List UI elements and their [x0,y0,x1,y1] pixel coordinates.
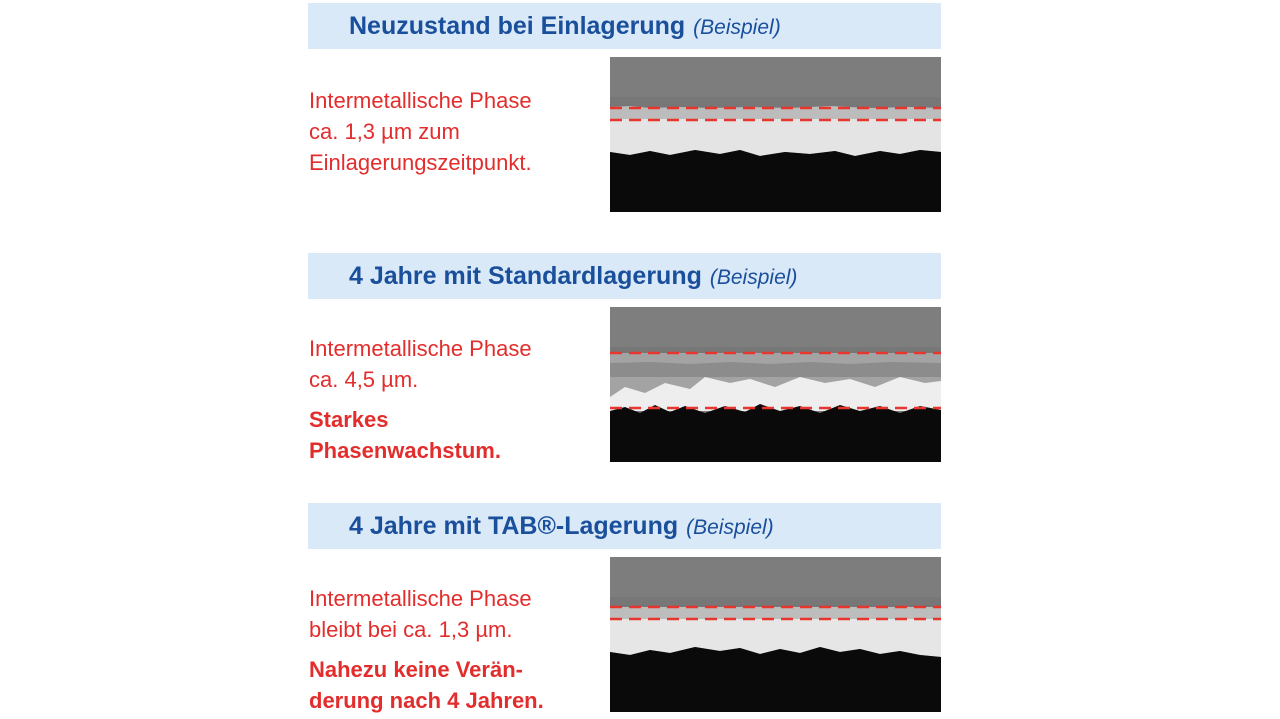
panel-title: 4 Jahre mit TAB®-Lagerung [349,512,679,540]
micrograph-new-state [610,57,941,212]
caption-line: Intermetallische Phase [309,88,532,113]
caption-emphasis-line: Phasenwachstum. [309,438,501,463]
micrograph-top-highlight [610,57,941,97]
caption-line: Intermetallische Phase [309,586,532,611]
caption-emphasis-line: Nahezu keine Verän- [309,657,523,682]
caption-line: ca. 1,3 µm zum [309,119,460,144]
panel-caption [309,333,604,466]
micrograph-base-layer [610,647,941,712]
micrograph-standard-storage [610,307,941,462]
caption-line: Einlagerungszeitpunkt. [309,150,532,175]
panel-title-bar [308,503,941,549]
caption-emphasis-line: derung nach 4 Jahren. [309,688,544,713]
panel-title: Neuzustand bei Einlagerung [349,12,686,40]
panel-title-suffix: (Beispiel) [709,266,798,289]
panel-title: 4 Jahre mit Standardlagerung [349,262,702,290]
caption-line: Intermetallische Phase [309,336,532,361]
caption-line: bleibt bei ca. 1,3 µm. [309,617,513,642]
micrograph-tab-storage [610,557,941,712]
panel-tab-storage [0,480,1280,719]
panel-caption [309,583,604,716]
micrograph-top-highlight [610,307,941,347]
caption-emphasis-line: Starkes [309,407,389,432]
micrograph-base-layer [610,150,941,212]
caption-line: ca. 4,5 µm. [309,367,419,392]
micrograph-intermetallic-dark [610,362,941,377]
micrograph-top-highlight [610,557,941,597]
panel-title-suffix: (Beispiel) [686,516,774,539]
micrograph-base-layer [610,404,941,462]
micrograph-solder-layer [610,119,941,156]
panel-new-state [0,0,1280,240]
micrograph-intermetallic-band [610,607,941,619]
panel-title-bar [308,253,941,299]
panel-standard-storage [0,240,1280,480]
panel-caption [309,85,604,178]
panel-title-suffix: (Beispiel) [693,16,781,39]
panel-title-bar [308,3,941,49]
